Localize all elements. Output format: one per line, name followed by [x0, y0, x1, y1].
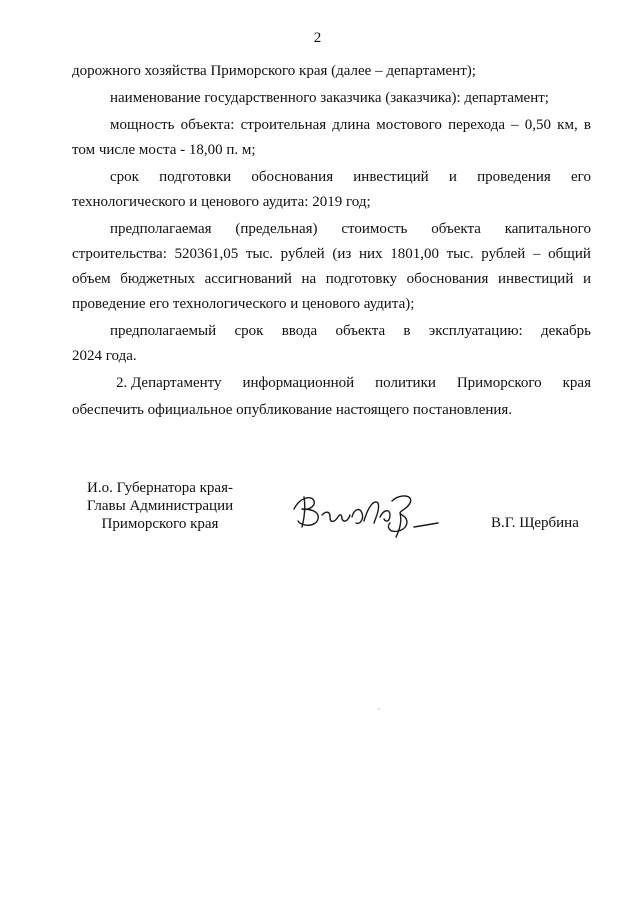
word: Приморского [456, 375, 542, 391]
word: в [403, 323, 411, 339]
word: мощность [110, 117, 175, 133]
word: в [583, 117, 591, 133]
word: ассигнований [204, 271, 292, 287]
word: тыс. [245, 246, 273, 262]
word: объекта [431, 221, 481, 237]
word: общий [548, 246, 591, 262]
text-line-4: том числе моста - 18,00 п. м; [72, 142, 256, 158]
word: – [533, 246, 541, 262]
word: 0,50 [524, 117, 552, 133]
text-line-7 [110, 219, 591, 239]
word: и [448, 169, 457, 185]
word: его [571, 169, 591, 185]
text-line-10: проведение его технологического и ценового аудита); [72, 296, 415, 312]
signer-title-line-3: Приморского края [101, 516, 219, 532]
text-line-11 [110, 321, 591, 341]
word: политики [375, 375, 436, 391]
word: мостового [376, 117, 442, 133]
word: ввода [281, 323, 318, 339]
signer-name: В.Г. Щербина [491, 515, 579, 531]
word: и [582, 271, 591, 287]
word: на [301, 271, 317, 287]
word: информационной [242, 375, 355, 391]
text-line-3 [110, 115, 591, 135]
text-line-1: дорожного хозяйства Приморского края (далее – департамент); [72, 63, 476, 79]
word: срок [110, 169, 139, 185]
text-line-9 [72, 269, 591, 289]
word: (из [332, 246, 352, 262]
word: (предельная) [235, 221, 318, 237]
word: стоимость [341, 221, 408, 237]
word: рублей [481, 246, 526, 262]
word: км, [557, 117, 578, 133]
word: бюджетных [120, 271, 195, 287]
word: объекта [335, 323, 386, 339]
text-line-2: наименование государственного заказчика (заказчика): департамент; [110, 90, 549, 106]
word: длина [332, 117, 371, 133]
word: тыс. [446, 246, 474, 262]
word: них [358, 246, 383, 262]
word: инвестиций [497, 271, 574, 287]
word: 2. Департаменту [116, 375, 222, 391]
word: строительная [240, 117, 327, 133]
word: предполагаемая [110, 221, 212, 237]
word: предполагаемый [110, 323, 217, 339]
word: объекта: [180, 117, 235, 133]
text-line-5 [110, 167, 591, 187]
word: 1801,00 [390, 246, 439, 262]
word: эксплуатацию: [428, 323, 523, 339]
word: срок [234, 323, 264, 339]
signer-title-line-1: И.о. Губернатора края- [87, 480, 233, 496]
word: обоснования [251, 169, 334, 185]
word: подготовку [325, 271, 398, 287]
word: капитального [504, 221, 591, 237]
word: декабрь [541, 323, 591, 339]
word: – [511, 117, 519, 133]
word: края [562, 375, 591, 391]
word: обоснования [406, 271, 489, 287]
word: строительства: [72, 246, 167, 262]
text-line-8 [72, 244, 591, 264]
word: подготовки [159, 169, 232, 185]
signer-title-line-2: Главы Администрации [86, 498, 234, 514]
word: перехода [448, 117, 505, 133]
word: инвестиций [353, 169, 429, 185]
handwritten-signature [290, 487, 445, 547]
page-number: 2 [313, 30, 322, 46]
text-line-12: 2024 года. [72, 348, 137, 364]
word: проведения [477, 169, 551, 185]
scan-speck [378, 708, 380, 710]
word: рублей [280, 246, 325, 262]
text-line-14: обеспечить официальное опубликование настоящего постановления. [72, 402, 513, 418]
word: объем [72, 271, 111, 287]
word: 520361,05 [174, 246, 239, 262]
text-line-13 [116, 373, 591, 393]
text-line-6: технологического и ценового аудита: 2019 год; [72, 194, 371, 210]
